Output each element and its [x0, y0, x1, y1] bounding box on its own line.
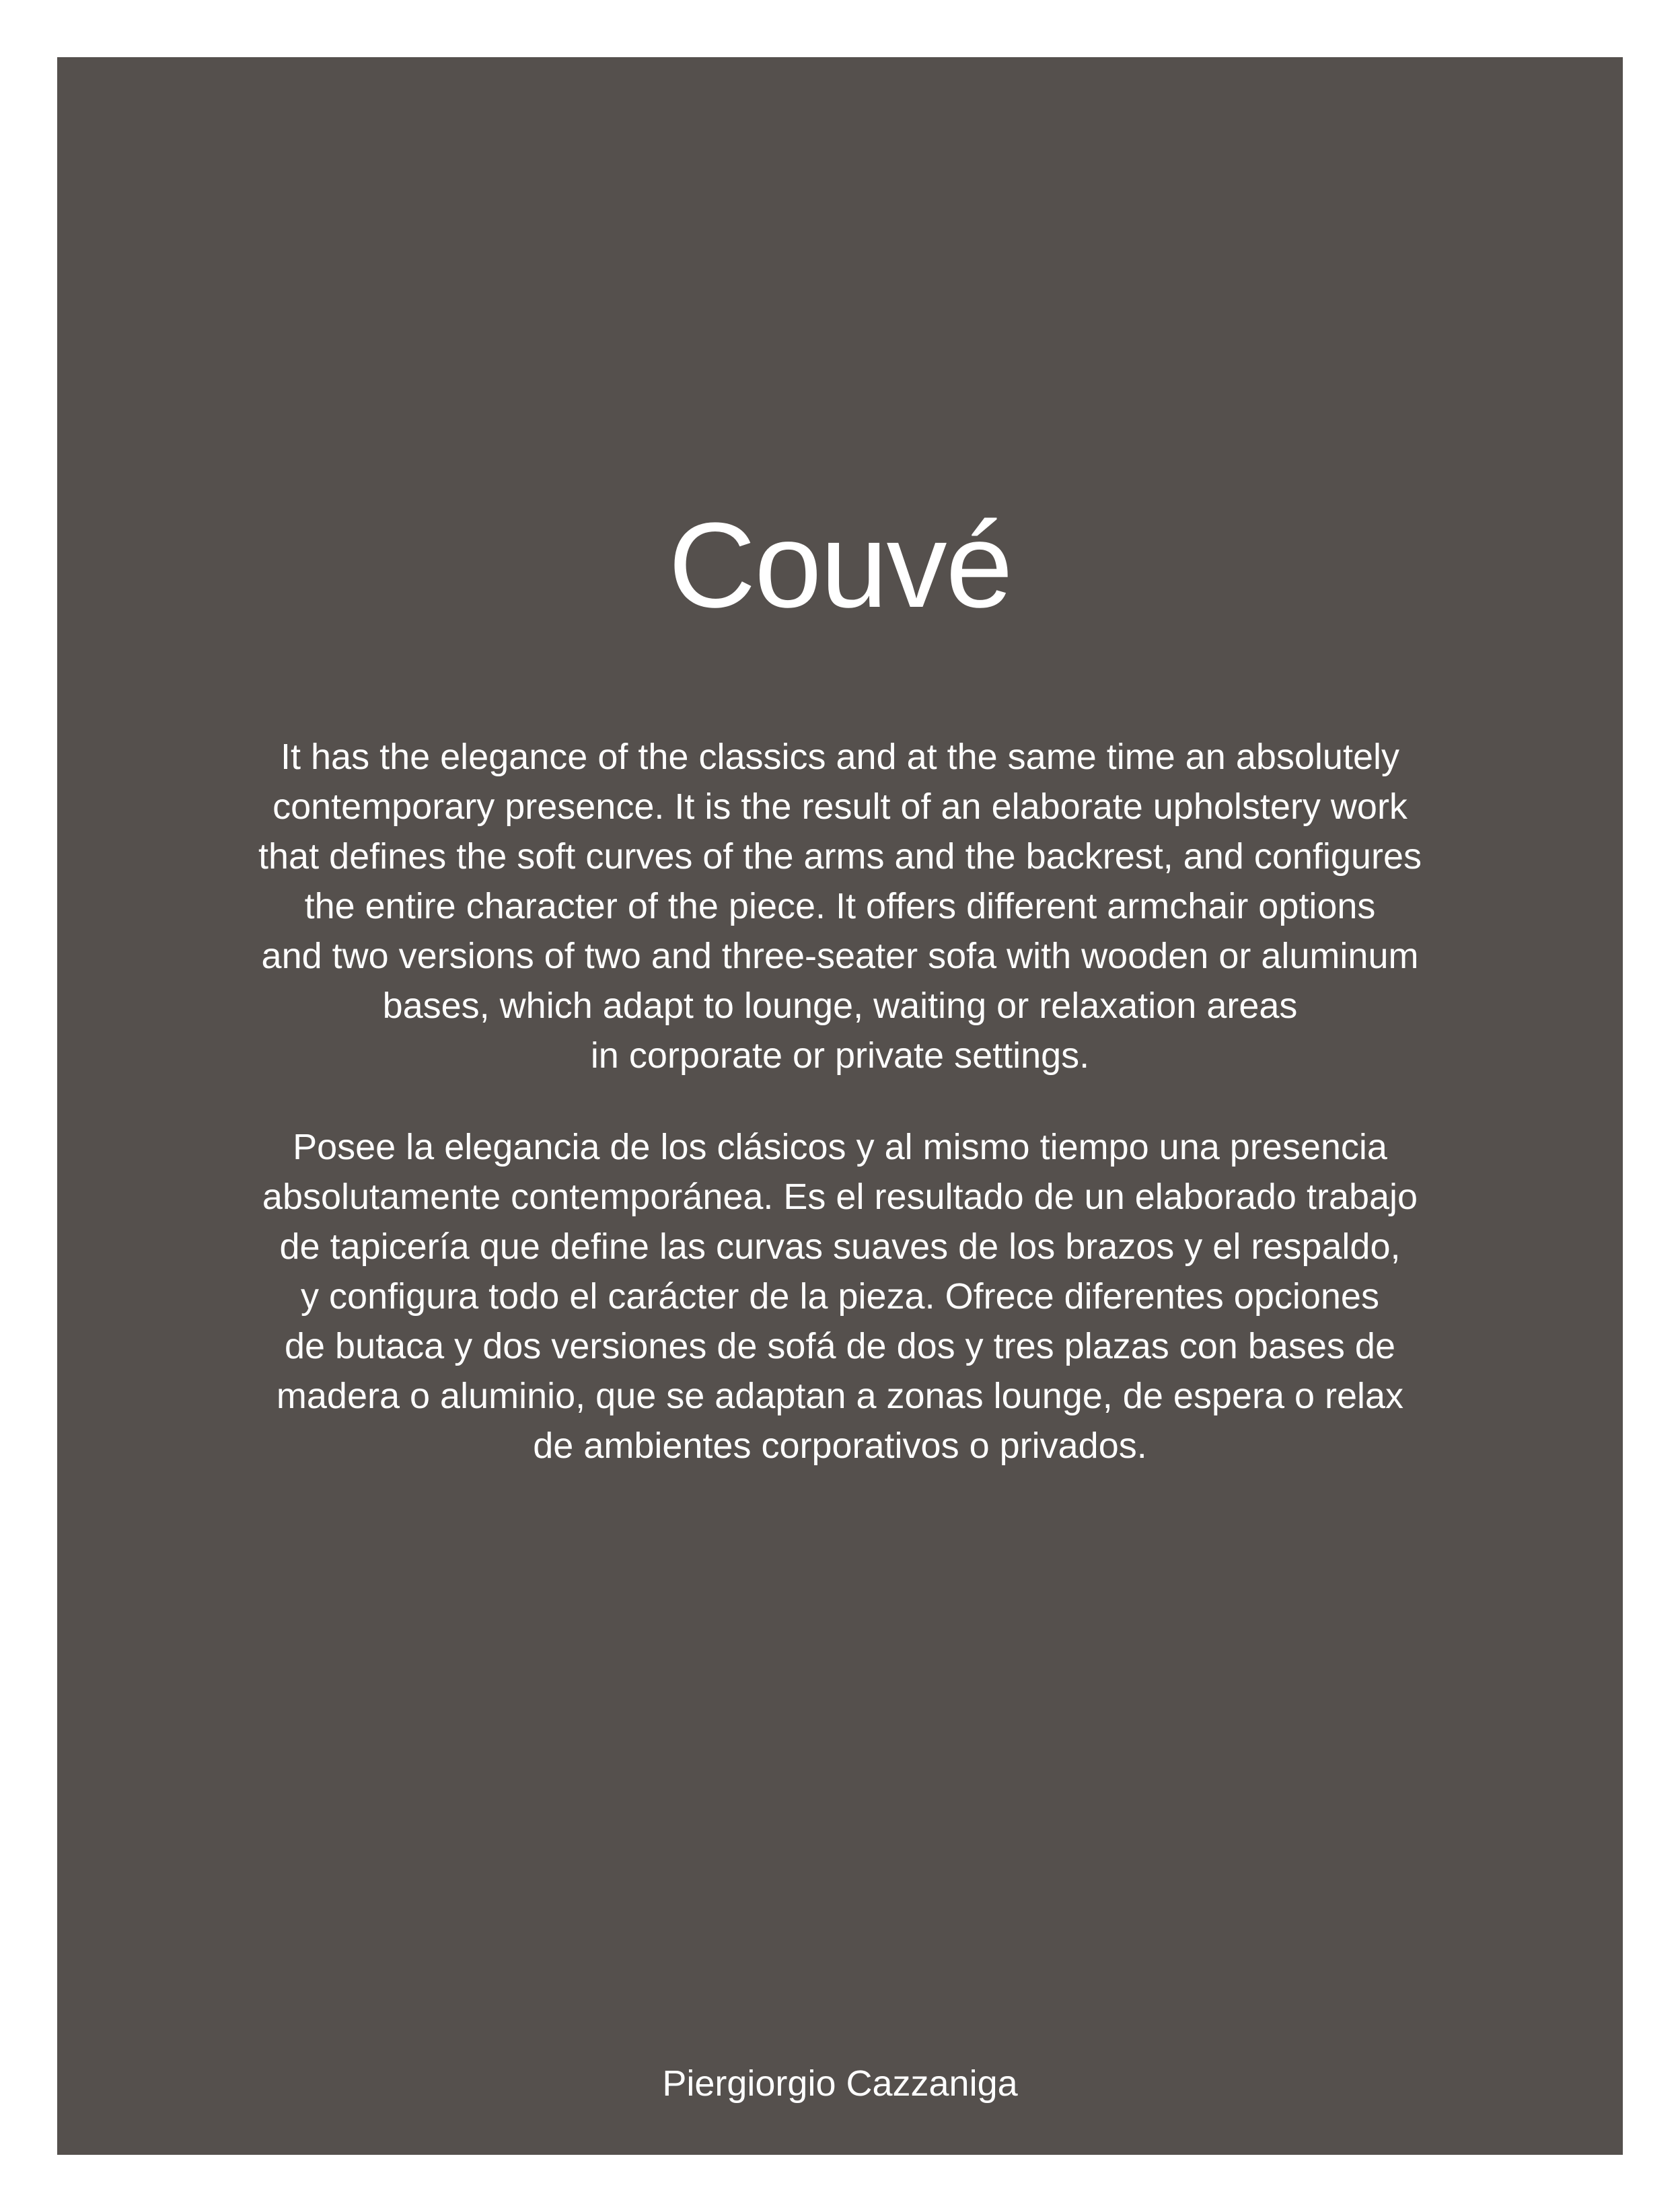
description-line: contemporary presence. It is the result of an elaborate upholstery work — [272, 786, 1408, 827]
description-line: de tapicería que define las curvas suaves de los brazos y el respaldo, — [279, 1226, 1401, 1267]
description-line: in corporate or private settings. — [590, 1035, 1090, 1076]
description-spanish — [57, 1122, 1623, 1471]
description-line: and two versions of two and three-seater sofa with wooden or aluminum — [261, 936, 1419, 976]
description-line: de ambientes corporativos o privados. — [533, 1426, 1147, 1466]
description-line: de butaca y dos versiones de sofá de dos y tres plazas con bases de — [284, 1326, 1395, 1366]
description-line: madera o aluminio, que se adaptan a zonas lounge, de espera o relax — [276, 1376, 1404, 1416]
product-title: Couvé — [668, 497, 1012, 633]
description-line: the entire character of the piece. It offers different armchair options — [304, 886, 1376, 926]
content-panel — [57, 57, 1623, 2155]
description-line: Posee la elegancia de los clásicos y al mismo tiempo una presencia — [293, 1127, 1387, 1167]
designer-name: Piergiorgio Cazzaniga — [662, 2063, 1018, 2104]
description-line: y configura todo el carácter de la pieza. Ofrece diferentes opciones — [301, 1276, 1379, 1317]
description-line: It has the elegance of the classics and at the same time an absolutely — [281, 737, 1399, 777]
description-line: that defines the soft curves of the arms and the backrest, and configures — [258, 836, 1422, 877]
description-line: absolutamente contemporánea. Es el resultado de un elaborado trabajo — [262, 1177, 1418, 1217]
description-english — [57, 732, 1623, 1080]
description-line: bases, which adapt to lounge, waiting or relaxation areas — [382, 986, 1298, 1026]
